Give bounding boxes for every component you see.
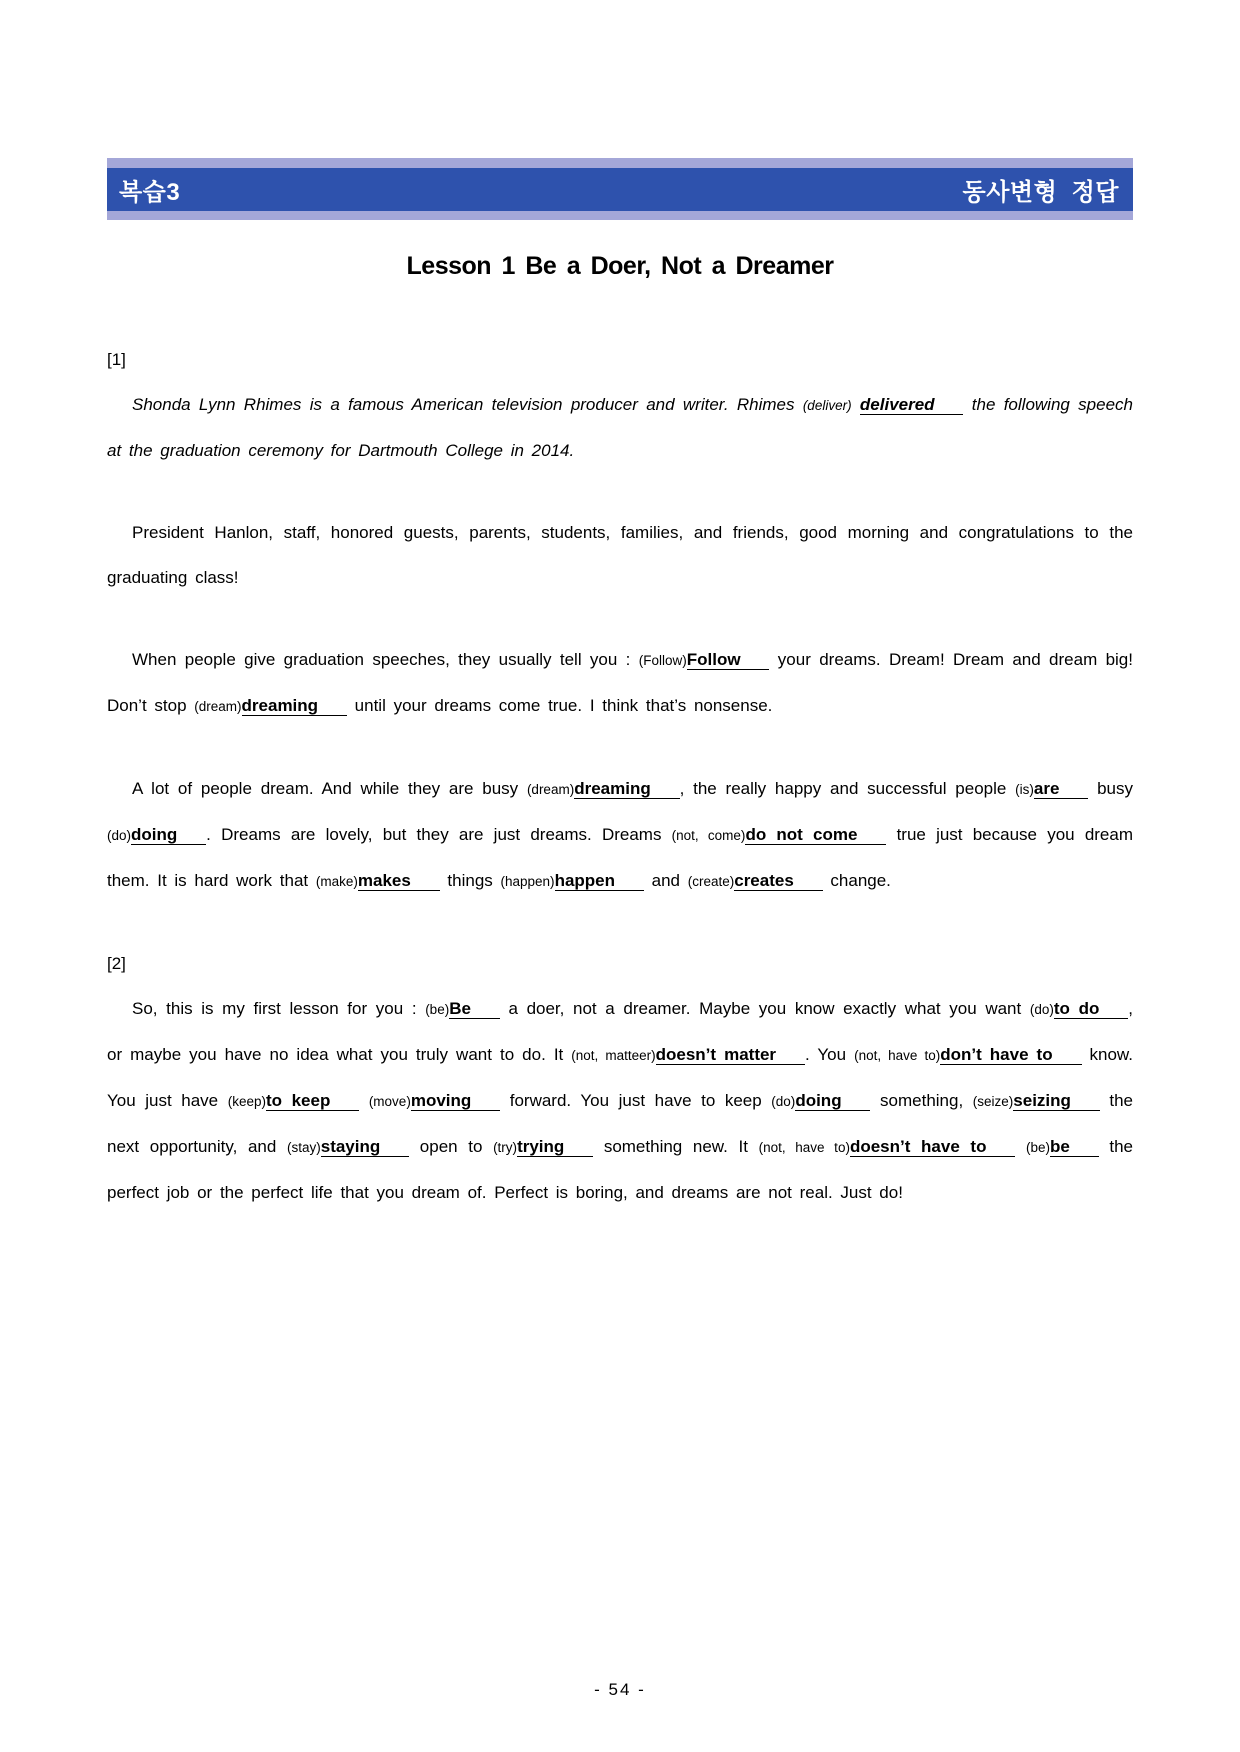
text-run: your dreams. Dream! Dream and dream big! Don’t stop	[107, 650, 1133, 715]
verb-hint: (do)	[1029, 1002, 1054, 1017]
text-run: President Hanlon, staff, honored guests, parents, students, families, and friends, good morning and congratulations to the graduating class!	[107, 523, 1133, 587]
answer-blank: happen	[555, 871, 644, 891]
text-run	[1015, 1137, 1026, 1156]
text-run: things	[439, 871, 501, 890]
header-accent-strip-top	[107, 158, 1133, 168]
text-run: A lot of people dream. And while they are busy	[132, 779, 527, 798]
text-run: , or maybe you have no idea what you truly want to do. It	[107, 999, 1133, 1064]
verb-hint: (do)	[107, 828, 132, 843]
verb-hint: (seize)	[972, 1094, 1014, 1109]
verb-hint: (not, have to)	[854, 1048, 941, 1063]
answer-blank: seizing	[1013, 1091, 1100, 1111]
text-run: and	[643, 871, 688, 890]
verb-hint: (is)	[1015, 782, 1034, 797]
answer-blank: doing	[131, 825, 206, 845]
text-run-italic	[852, 395, 860, 414]
answer-blank: moving	[411, 1091, 500, 1111]
document-body	[107, 337, 1133, 1215]
text-run: change.	[822, 871, 891, 890]
answer-blank: doesn’t matter	[656, 1045, 805, 1065]
answer-blank: makes	[358, 871, 440, 891]
answer-blank: Follow	[687, 650, 770, 670]
verb-hint: (not, come)	[671, 828, 746, 843]
text-run: forward. You just have to keep	[500, 1091, 772, 1110]
answer-blank: dreaming	[574, 779, 679, 799]
page-number: - 54 -	[594, 1680, 646, 1699]
text-run	[359, 1091, 369, 1110]
verb-hint: (move)	[368, 1094, 411, 1109]
answer-blank: delivered	[860, 395, 964, 415]
verb-hint: (dream)	[194, 699, 242, 714]
text-run: something new. It	[593, 1137, 759, 1156]
verb-hint: (be)	[1026, 1140, 1051, 1155]
text-run: . You	[804, 1045, 855, 1064]
lesson-title: Lesson 1 Be a Doer, Not a Dreamer	[406, 252, 834, 280]
verb-hint: (do)	[771, 1094, 796, 1109]
verb-hint: (not, have to)	[758, 1140, 850, 1155]
intro-paragraph	[107, 382, 1133, 473]
verb-hint: (be)	[425, 1002, 450, 1017]
answer-blank: trying	[517, 1137, 593, 1157]
answer-blank: don’t have to	[940, 1045, 1081, 1065]
text-run: the perfect job or the perfect life that you dream of. Perfect is boring, and dreams are not real. Just do!	[107, 1137, 1134, 1202]
answer-blank: to keep	[266, 1091, 359, 1111]
text-run: [1]	[107, 350, 126, 369]
text-run: the next opportunity, and	[107, 1091, 1133, 1156]
answer-blank: doing	[795, 1091, 870, 1111]
text-run: know. You just have	[107, 1045, 1133, 1110]
verb-hint: (dream)	[526, 782, 575, 797]
answer-blank: to do	[1054, 999, 1128, 1019]
text-run: So, this is my first lesson for you :	[132, 999, 426, 1018]
text-run: , the really happy and successful people	[679, 779, 1016, 798]
first-lesson-paragraph	[107, 986, 1133, 1215]
verb-hint: (make)	[315, 874, 358, 889]
text-run: until your dreams come true. I think that’s nonsense.	[346, 696, 773, 715]
text-run: a doer, not a dreamer. Maybe you know exactly what you want	[499, 999, 1030, 1018]
answer-blank: Be	[449, 999, 500, 1019]
text-run: When people give graduation speeches, they usually tell you :	[132, 650, 639, 669]
header-accent-strip-bottom	[107, 211, 1133, 220]
verb-hint: (create)	[687, 874, 735, 889]
header-blue-bar	[107, 168, 1133, 211]
verb-hint: (try)	[493, 1140, 518, 1155]
verb-hint: (stay)	[286, 1140, 321, 1155]
text-run: something,	[870, 1091, 973, 1110]
section-2-marker	[107, 941, 1133, 986]
greeting-paragraph	[107, 510, 1133, 600]
header-answer-label: 동사변형 정답	[962, 179, 1119, 206]
dreamers-paragraph	[107, 766, 1133, 904]
text-run: [2]	[107, 954, 126, 973]
text-run: open to	[409, 1137, 494, 1156]
speeches-paragraph	[107, 637, 1133, 729]
text-run: . Dreams are lovely, but they are just dreams. Dreams	[206, 825, 672, 844]
section-1-marker	[107, 337, 1133, 382]
verb-hint: (not, matteer)	[571, 1048, 656, 1063]
section-header-banner	[107, 158, 1133, 220]
header-section-label: 복습3	[119, 179, 181, 206]
answer-blank: staying	[321, 1137, 409, 1157]
answer-blank: creates	[734, 871, 822, 891]
answer-blank: do not come	[745, 825, 886, 845]
text-run: busy	[1088, 779, 1133, 798]
answer-blank: are	[1034, 779, 1088, 799]
verb-hint: (deliver)	[802, 398, 852, 413]
answer-blank: dreaming	[242, 696, 347, 716]
answer-blank: be	[1050, 1137, 1099, 1157]
verb-hint: (Follow)	[638, 653, 687, 668]
verb-hint: (keep)	[227, 1094, 266, 1109]
verb-hint: (happen)	[500, 874, 555, 889]
text-run-italic: Shonda Lynn Rhimes is a famous American television producer and writer. Rhimes	[132, 395, 803, 414]
text-run-italic: the following speech at the graduation ceremony for Dartmouth College in 2014.	[107, 395, 1133, 460]
text-run: true just because you dream them. It is hard work that	[107, 825, 1134, 890]
answer-blank: doesn’t have to	[850, 1137, 1015, 1157]
